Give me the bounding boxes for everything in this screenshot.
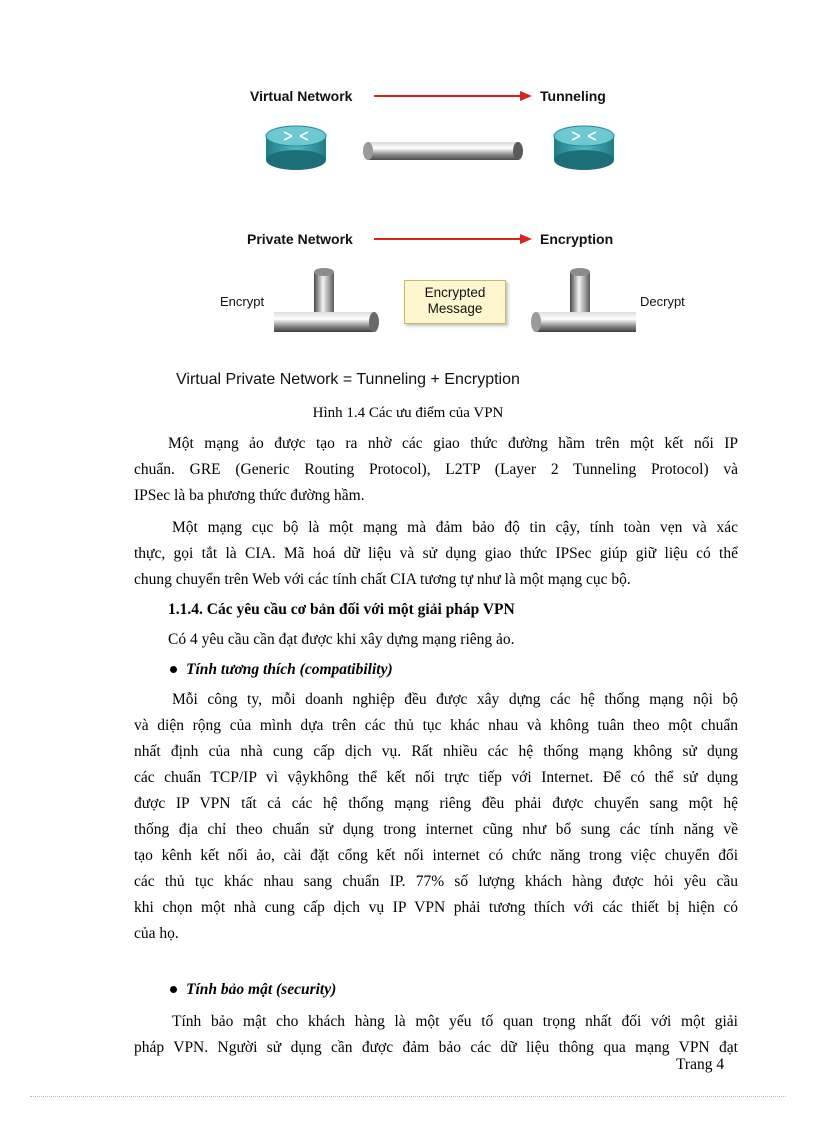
compat-line: nhất định của nhà cung cấp dịch vụ. Rất nhiều các hệ thống mạng không sử dụng (134, 743, 738, 760)
security-line: Tính bảo mật cho khách hàng là một yếu tố quan trọng nhất đối với một giải (172, 1013, 738, 1030)
tunneling-label: Tunneling (540, 88, 606, 104)
paragraph-tunneling (134, 431, 738, 509)
encrypt-pipe-icon (270, 264, 385, 339)
page-number: Trang 4 (676, 1056, 725, 1073)
figure-caption: Hình 1.4 Các ưu điểm của VPN (312, 405, 504, 421)
security-line: pháp VPN. Người sử dụng cần được đảm bảo các dữ liệu thông qua mạng VPN đạt (134, 1039, 738, 1056)
para1-line3: IPSec là ba phương thức đường hầm. (134, 487, 365, 504)
paragraph-security (134, 1009, 738, 1061)
bullet-security-title: Tính bảo mật (security) (186, 981, 337, 998)
para1-line2: chuẩn. GRE (Generic Routing Protocol), L2TP (Layer 2 Tunneling Protocol) và (134, 461, 738, 478)
encrypted-message-line1: Encrypted (424, 285, 486, 300)
paragraph-compatibility (134, 687, 738, 947)
compat-line: thống địa chỉ theo chuẩn sử dụng trong internet cũng như bổ sung các tính năng về (134, 821, 738, 838)
virtual-network-label: Virtual Network (250, 88, 353, 104)
bullet-compatibility (134, 657, 738, 683)
para2-line3: chung chuyển trên Web với các tính chất CIA tương tự như là một mạng cục bộ. (134, 571, 631, 588)
tunnel-illustration (264, 120, 624, 180)
bullet-compatibility-title: Tính tương thích (compatibility) (186, 661, 393, 678)
compat-line: Mỗi công ty, mỗi doanh nghiệp đều được xây dựng các hệ thống mạng nội bộ (172, 691, 738, 708)
compat-line: các thủ tục khác nhau sang chuẩn IP. 77% số lượng khách hàng được hỏi yêu cầu (134, 873, 738, 890)
tunnel-arrow-icon (374, 89, 534, 103)
section-heading: 1.1.4. Các yêu cầu cơ bản đối với một giải pháp VPN (168, 601, 515, 618)
compat-line: khi chọn một nhà cung cấp dịch vụ IP VPN phải tương thích với các thiết bị hiện có (134, 899, 738, 916)
decrypt-label: Decrypt (640, 294, 685, 309)
vpn-formula: Virtual Private Network = Tunneling + Encryption (176, 371, 520, 388)
section-intro: Có 4 yêu cầu cần đạt được khi xây dựng mạng riêng ảo. (168, 631, 515, 648)
compat-line: tạo kênh kết nối ảo, cài đặt cổng kết nối internet có chức năng trong việc chuyển đổi (134, 847, 738, 864)
encrypted-message-box (404, 280, 506, 324)
encryption-label: Encryption (540, 231, 614, 247)
private-network-label: Private Network (247, 231, 353, 247)
router-right-icon (554, 126, 614, 170)
encryption-arrow-icon (374, 232, 534, 246)
body-text (134, 431, 738, 1061)
encrypt-label: Encrypt (220, 294, 265, 309)
para2-line1: Một mạng cục bộ là một mạng mà đảm bảo độ tin cậy, tính toàn vẹn và xác (172, 519, 738, 536)
bullet-security (134, 977, 738, 1003)
paragraph-cia (134, 515, 738, 593)
compat-line: của họ. (134, 925, 179, 942)
bullet-dot-icon (170, 666, 177, 673)
router-left-icon (266, 126, 326, 170)
decrypt-pipe-icon (530, 264, 645, 339)
tunnel-pipe-icon (363, 142, 523, 160)
encrypted-message-line2: Message (427, 301, 483, 316)
para1-line1: Một mạng ảo được tạo ra nhờ các giao thức đường hầm trên một kết nối IP (168, 435, 738, 452)
footer-divider (30, 1096, 786, 1097)
compat-line: và diện rộng của mình dựa trên các thủ tục khác nhau và không tuân theo một chuẩn (134, 717, 738, 734)
compat-line: các chuẩn TCP/IP vì vậykhông thể kết nối trực tiếp với Internet. Để có thể sử dụng (134, 769, 738, 786)
bullet-dot-icon (170, 986, 177, 993)
compat-line: được IP VPN tất cả các hệ thống mạng riêng đều phải được chuyển sang một hệ (134, 795, 738, 812)
para2-line2: thực, gọi tắt là CIA. Mã hoá dữ liệu và sử dụng giao thức IPSec giúp giữ liệu có thể (134, 545, 738, 562)
